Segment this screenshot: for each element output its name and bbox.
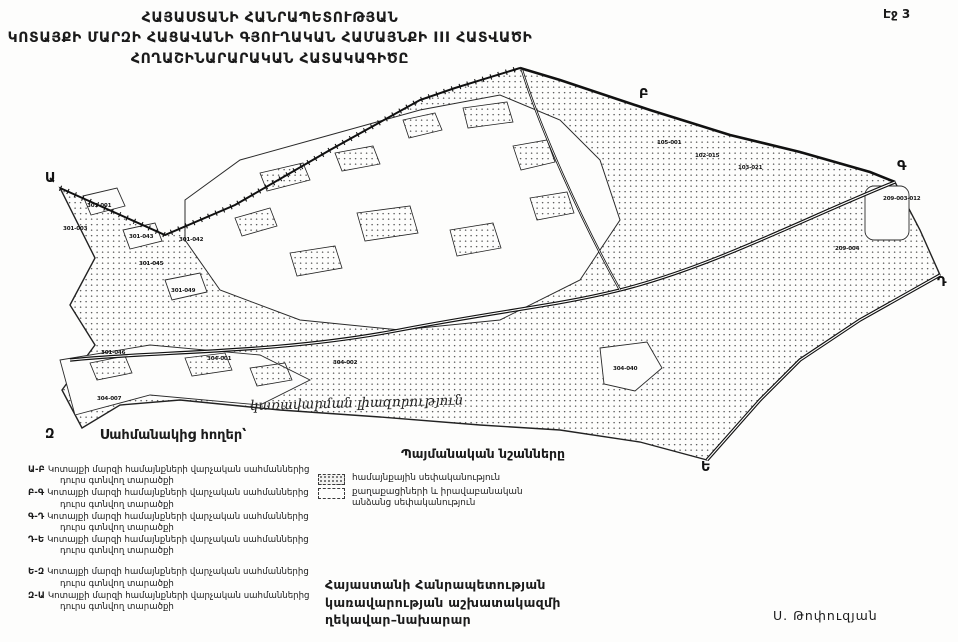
legend-item-text: Կոտայքի մարզի համայնքների վարչական սահմաններից դուրս գտնվող տարածքի <box>47 488 309 510</box>
parcel-label: 304-007 <box>97 396 122 402</box>
approval-block <box>325 576 561 629</box>
legend-item-de <box>28 535 313 557</box>
parcel-label: 301-049 <box>171 288 196 294</box>
title-line-1: ՀԱՅԱՍՏԱՆԻ ՀԱՆՐԱՊԵՏՈՒԹՅԱՆ <box>141 10 399 26</box>
legend-item-code: Գ-Դ <box>28 511 45 522</box>
legend-sign-private <box>318 487 648 509</box>
boundary-point-e: Ե <box>701 460 711 475</box>
approval-line-1: Հայաստանի Հանրապետության <box>325 577 546 592</box>
parcel-label: 304-040 <box>613 366 638 372</box>
legend-bordering-lands <box>28 428 313 614</box>
legend-item-code: Դ-Ե <box>28 535 45 546</box>
legend-item-za <box>28 591 313 613</box>
legend-item-text: Կոտայքի մարզի համայնքների վարչական սահմաններից դուրս գտնվող տարածքի <box>47 567 309 589</box>
parcel-label: 304-001 <box>207 356 232 362</box>
legend-bordering-heading: Սահմանակից հողեր՝ <box>99 428 247 443</box>
map-canvas <box>35 58 955 478</box>
legend-signs-heading: Պայմանական նշանները <box>400 446 566 461</box>
legend-item-ez <box>28 567 313 589</box>
parcel-label: 209-003-012 <box>883 196 921 202</box>
empty-fill-swatch <box>318 488 345 499</box>
parcel-label: 103-021 <box>738 165 763 171</box>
map-svg <box>35 58 955 478</box>
parcel-label: 301-043 <box>129 234 154 240</box>
legend-item-code: Բ-Գ <box>28 488 45 499</box>
legend-item-text: Կոտայքի մարզի համայնքների վարչական սահմաններից դուրս գտնվող տարածքի <box>47 590 310 612</box>
signature-name: Ս. Թոփուզյան <box>773 608 878 623</box>
legend-sign-label: համայնքային սեփականություն <box>352 473 501 483</box>
page-number: Էջ 3 <box>883 7 911 21</box>
boundary-point-g: Գ <box>897 159 907 174</box>
boundary-point-b: Բ <box>639 87 649 102</box>
approval-line-3: ղեկավար–նախարար <box>325 612 471 627</box>
parcel-label: 301-046 <box>101 350 126 356</box>
parcel-label: 301-042 <box>179 237 204 243</box>
legend-item-bg <box>28 488 313 510</box>
parcel-label: 209-004 <box>835 246 860 252</box>
parcel-label: 301-003 <box>63 226 88 232</box>
legend-item-code: Զ-Ա <box>28 590 45 601</box>
legend-item-gd <box>28 512 313 534</box>
parcel-label: 304-002 <box>333 360 358 366</box>
legend-item-ab <box>28 465 313 487</box>
management-authority-annotation: կառավարման լիազորություն <box>249 392 464 414</box>
parcel-label: 301-045 <box>139 261 164 267</box>
legend-sign-label: քաղաքացիների և իրավաբանական անձանց սեփականություն <box>352 487 523 508</box>
legend-item-code: Ա-Բ <box>28 465 45 475</box>
title-line-3: ՀՈՂԱՇԻՆԱՐԱՐԱԿԱՆ ՀԱՏԱԿԱԳԻԾԸ <box>130 50 410 67</box>
parcel-label: 301-001 <box>87 203 112 209</box>
dotted-fill-swatch <box>318 474 345 485</box>
parcel-label: 105-001 <box>657 140 682 146</box>
boundary-point-d: Դ <box>937 275 947 290</box>
parcel-label: 102-015 <box>695 153 720 159</box>
approval-line-2: կառավարության աշխատակազմի <box>325 594 561 610</box>
legend-conventional-signs <box>318 446 648 511</box>
title-line-2: ԿՈՏԱՅՔԻ ՄԱՐԶԻ ՀԱՑԱՎԱՆԻ ԳՅՈՒՂԱԿԱՆ ՀԱՄԱՅՆՔԻ III ՀԱՏՎԱԾԻ <box>7 30 533 47</box>
boundary-point-z: Զ <box>45 427 55 442</box>
legend-sign-community <box>318 473 648 485</box>
legend-item-text: Կոտայքի մարզի համայնքների վարչական սահմաններից դուրս գտնվող տարածքի <box>47 465 310 487</box>
boundary-point-a: Ա <box>45 171 56 186</box>
legend-item-text: Կոտայքի մարզի համայնքների վարչական սահմաններից դուրս գտնվող տարածքի <box>47 535 309 557</box>
legend-item-code: Ե-Զ <box>28 567 45 578</box>
legend-item-text: Կոտայքի մարզի համայնքների վարչական սահմաններից դուրս գտնվող տարածքի <box>47 511 309 533</box>
